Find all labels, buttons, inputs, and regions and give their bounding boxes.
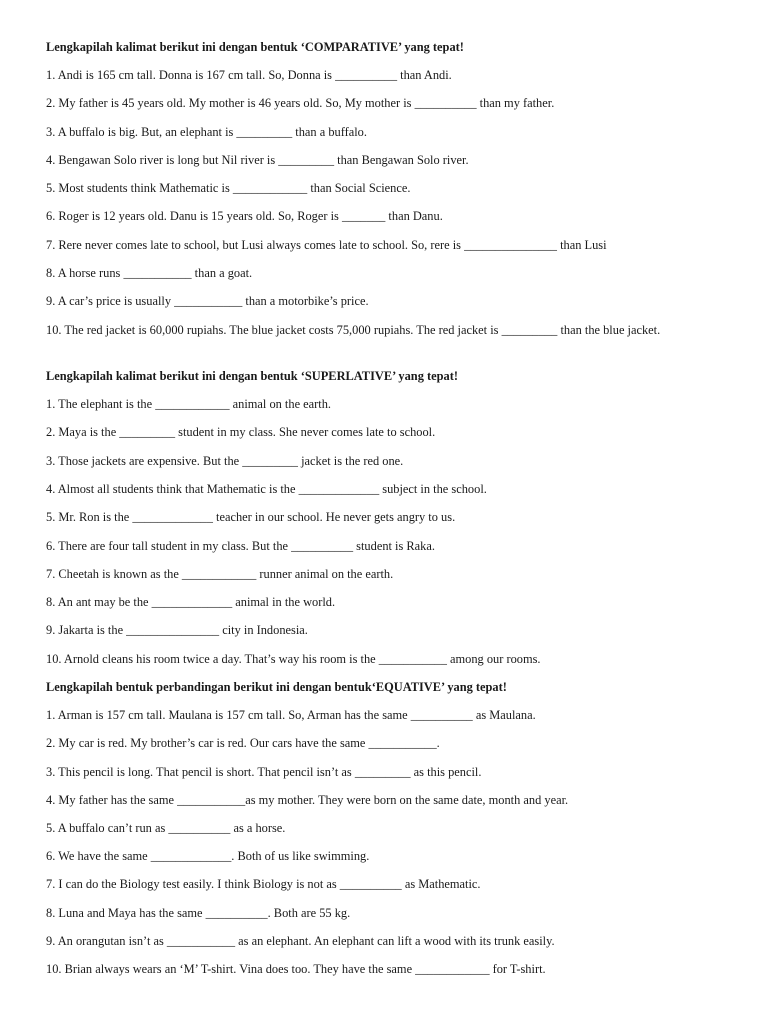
comparative-item-2: 2. My father is 45 years old. My mother is 46 years old. So, My mother is __________ than my father. bbox=[46, 96, 555, 110]
comparative-item-4: 4. Bengawan Solo river is long but Nil river is _________ than Bengawan Solo river. bbox=[46, 153, 469, 167]
comparative-item-5: 5. Most students think Mathematic is ____________ than Social Science. bbox=[46, 181, 411, 195]
comparative-item-10: 10. The red jacket is 60,000 rupiahs. The blue jacket costs 75,000 rupiahs. The red jacket is _________ than the blue jacket. bbox=[46, 323, 661, 337]
section-heading-superlative: Lengkapilah kalimat berikut ini dengan bentuk ‘SUPERLATIVE’ yang tepat! bbox=[46, 369, 458, 383]
equative-item-4: 4. My father has the same ___________as my mother. They were born on the same date, month and year. bbox=[46, 793, 569, 807]
equative-item-6: 6. We have the same _____________. Both of us like swimming. bbox=[46, 849, 370, 863]
comparative-item-3: 3. A buffalo is big. But, an elephant is _________ than a buffalo. bbox=[46, 125, 367, 139]
equative-item-5: 5. A buffalo can’t run as __________ as a horse. bbox=[46, 821, 286, 835]
superlative-item-10: 10. Arnold cleans his room twice a day. That’s way his room is the ___________ among our rooms. bbox=[46, 652, 541, 666]
superlative-item-4: 4. Almost all students think that Mathematic is the _____________ subject in the school. bbox=[46, 482, 487, 496]
superlative-item-7: 7. Cheetah is known as the ____________ runner animal on the earth. bbox=[46, 567, 394, 581]
superlative-item-1: 1. The elephant is the ____________ animal on the earth. bbox=[46, 397, 332, 411]
superlative-item-6: 6. There are four tall student in my class. But the __________ student is Raka. bbox=[46, 539, 435, 553]
comparative-item-9: 9. A car’s price is usually ___________ than a motorbike’s price. bbox=[46, 294, 369, 308]
comparative-item-1: 1. Andi is 165 cm tall. Donna is 167 cm tall. So, Donna is __________ than Andi. bbox=[46, 68, 452, 82]
superlative-item-8: 8. An ant may be the _____________ animal in the world. bbox=[46, 595, 336, 609]
equative-item-3: 3. This pencil is long. That pencil is short. That pencil isn’t as _________ as this pencil. bbox=[46, 765, 482, 779]
comparative-item-6: 6. Roger is 12 years old. Danu is 15 years old. So, Roger is _______ than Danu. bbox=[46, 209, 443, 223]
equative-item-2: 2. My car is red. My brother’s car is red. Our cars have the same ___________. bbox=[46, 736, 440, 750]
comparative-item-7: 7. Rere never comes late to school, but Lusi always comes late to school. So, rere is _______________ than Lusi bbox=[46, 238, 607, 252]
superlative-item-2: 2. Maya is the _________ student in my class. She never comes late to school. bbox=[46, 425, 436, 439]
equative-item-8: 8. Luna and Maya has the same __________. Both are 55 kg. bbox=[46, 906, 351, 920]
equative-item-10: 10. Brian always wears an ‘M’ T-shirt. Vina does too. They have the same ____________ for T-shirt. bbox=[46, 962, 546, 976]
equative-item-7: 7. I can do the Biology test easily. I think Biology is not as __________ as Mathematic. bbox=[46, 877, 481, 891]
section-heading-comparative: Lengkapilah kalimat berikut ini dengan bentuk ‘COMPARATIVE’ yang tepat! bbox=[46, 40, 464, 54]
superlative-item-9: 9. Jakarta is the _______________ city in Indonesia. bbox=[46, 623, 308, 637]
comparative-item-8: 8. A horse runs ___________ than a goat. bbox=[46, 266, 253, 280]
equative-item-1: 1. Arman is 157 cm tall. Maulana is 157 cm tall. So, Arman has the same __________ as Maulana. bbox=[46, 708, 536, 722]
superlative-item-5: 5. Mr. Ron is the _____________ teacher in our school. He never gets angry to us. bbox=[46, 510, 456, 524]
equative-item-9: 9. An orangutan isn’t as ___________ as an elephant. An elephant can lift a wood with its trunk easily. bbox=[46, 934, 555, 948]
superlative-item-3: 3. Those jackets are expensive. But the _________ jacket is the red one. bbox=[46, 454, 404, 468]
section-heading-equative: Lengkapilah bentuk perbandingan berikut ini dengan bentuk‘EQUATIVE’ yang tepat! bbox=[46, 680, 507, 694]
